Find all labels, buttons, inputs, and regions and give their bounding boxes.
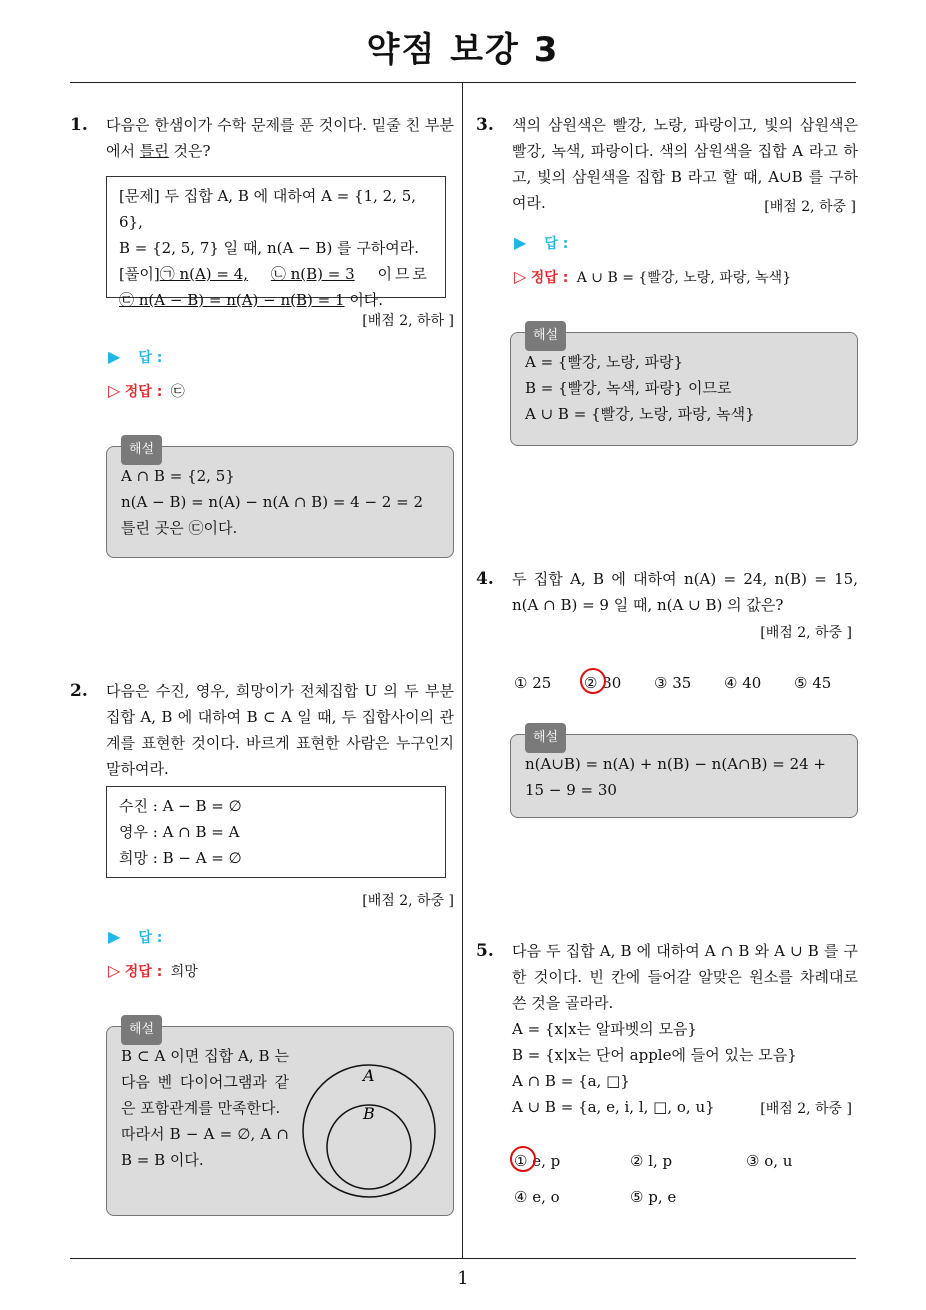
choice-2[interactable]: ② l, p: [630, 1152, 673, 1170]
correct-value: ㉢: [170, 384, 185, 400]
venn-diagram: [299, 1049, 439, 1199]
correct-label: 정답 :: [530, 270, 569, 286]
correct-label: 정답 :: [124, 384, 163, 400]
right-column: [476, 112, 860, 1242]
choice-4[interactable]: ④ e, o: [514, 1188, 560, 1206]
box-text: 이므로: [377, 265, 430, 283]
solution-text: n(A∪B) = n(A) + n(B) − n(A∩B) = 24 + 15 − 9 = 30: [525, 755, 827, 799]
correct-answer: [514, 264, 791, 291]
top-rule: [70, 82, 856, 83]
box-line: 영우 : A ∩ B = A: [119, 823, 240, 841]
choice-2[interactable]: ② 30: [584, 674, 622, 692]
underlined-word: 틀린: [139, 142, 169, 160]
correct-value: 희망: [170, 964, 198, 980]
page-title: 약점 보강 3: [366, 30, 560, 70]
underlined-step-3: ㉢ n(A − B) = n(A) − n(B) = 1: [119, 291, 345, 309]
bottom-rule: [70, 1258, 856, 1259]
answer-triangle-icon: ▶: [108, 347, 121, 366]
selected-circle-mark: [510, 1146, 536, 1172]
question-number: 4.: [476, 569, 494, 589]
left-column: [70, 112, 456, 1242]
score-label: [배점 2, 하중 ]: [764, 199, 856, 215]
solution-tag: 해설: [525, 723, 566, 753]
choice-3[interactable]: ③ o, u: [746, 1152, 793, 1170]
question-text: 다음 두 집합 A, B 에 대하여 A ∩ B 와 A ∪ B 를 구한 것이다. 빈 칸에 들어갈 알맞은 원소를 차례대로 쓴 것을 골라라.: [512, 942, 858, 1012]
score-label: [배점 2, 하중 ]: [760, 1101, 852, 1117]
solution-box: [510, 730, 858, 818]
choices: [512, 670, 858, 700]
question-text: 색의 삼원색은 빨강, 노랑, 파랑이고, 빛의 삼원색은 빨강, 녹색, 파랑이다. 색의 삼원색을 집합 A 라고 하고, 빛의 삼원색을 집합 B 라고 할 때, A∪B 를 구하여라.: [512, 116, 858, 212]
choice-5[interactable]: ⑤ 45: [794, 674, 832, 692]
set-line: A = {x|x는 알파벳의 모음}: [512, 1020, 697, 1038]
question-number: 1.: [70, 115, 88, 135]
answer-label: 답 :: [544, 236, 569, 252]
choice-1[interactable]: ① 25: [514, 674, 552, 692]
answer-label: 답 :: [138, 350, 163, 366]
set-line: A ∩ B = {a, □}: [512, 1072, 630, 1090]
solution-box: [106, 1022, 454, 1216]
selected-circle-mark: [580, 668, 606, 694]
solution-tag: 해설: [121, 435, 162, 465]
answer-label: 답 :: [138, 930, 163, 946]
answer-line: [514, 230, 568, 257]
solution-line: A ∩ B = {2, 5}: [121, 467, 235, 485]
box-text: 이다.: [344, 291, 384, 309]
solution-line: n(A − B) = n(A) − n(A ∩ B) = 4 − 2 = 2: [121, 493, 423, 511]
box-line: 수진 : A − B = ∅: [119, 797, 242, 815]
column-divider: [462, 83, 463, 1259]
question-text: 두 집합 A, B 에 대하여 n(A) = 24, n(B) = 15, n(A ∩ B) = 9 일 때, n(A ∪ B) 의 값은?: [512, 570, 858, 614]
box-line: B = {2, 5, 7} 일 때, n(A − B) 를 구하여라.: [119, 239, 420, 257]
correct-triangle-icon: ▷: [108, 381, 121, 400]
answer-triangle-icon: ▶: [514, 233, 527, 252]
set-line: B = {x|x는 단어 apple에 들어 있는 모음}: [512, 1046, 797, 1064]
underlined-step-1: ㉠ n(A) = 4,: [159, 265, 249, 283]
choice-4[interactable]: ④ 40: [724, 674, 762, 692]
correct-triangle-icon: ▷: [514, 267, 527, 286]
correct-triangle-icon: ▷: [108, 961, 121, 980]
set-line: A ∪ B = {a, e, i, l, □, o, u}: [512, 1098, 715, 1116]
box-line: [119, 261, 433, 287]
solution-tag: 해설: [525, 321, 566, 351]
answer-line: [108, 924, 162, 951]
question-number: 5.: [476, 941, 494, 961]
page-number: 1: [457, 1268, 469, 1289]
question-text: [106, 112, 454, 164]
solution-line: B = {빨강, 녹색, 파랑} 이므로: [525, 379, 732, 397]
underlined-step-2: ㉡ n(B) = 3: [270, 265, 355, 283]
correct-answer: [108, 378, 185, 405]
solution-line: 틀린 곳은 ㉢이다.: [121, 519, 238, 537]
score-label: [배점 2, 하중 ]: [760, 625, 852, 641]
answer-triangle-icon: ▶: [108, 927, 121, 946]
solution-line: A = {빨강, 노랑, 파랑}: [525, 353, 684, 371]
correct-value: A ∪ B = {빨강, 노랑, 파랑, 녹색}: [576, 270, 792, 286]
box-line: [문제] 두 집합 A, B 에 대하여 A = {1, 2, 5, 6},: [119, 187, 417, 231]
choices: [512, 1148, 858, 1208]
solution-line: A ∪ B = {빨강, 노랑, 파랑, 녹색}: [525, 405, 755, 423]
choice-1[interactable]: ① e, p: [514, 1152, 561, 1170]
venn-label-a: A: [363, 1066, 375, 1085]
question-text: 다음은 수진, 영우, 희망이가 전체집합 U 의 두 부분집합 A, B 에 대하여 B ⊂ A 일 때, 두 집합사이의 관계를 표현한 것이다. 바르게 표현한 사람은 누구인지 말하여라.: [106, 682, 454, 778]
statements-box: [106, 786, 446, 878]
choice-3[interactable]: ③ 35: [654, 674, 692, 692]
venn-label-b: B: [363, 1104, 375, 1123]
solution-label: [풀이]: [119, 265, 160, 283]
problem-box: [106, 176, 446, 309]
score-label: [배점 2, 하중 ]: [362, 893, 454, 909]
question-text-part: 것은?: [168, 142, 211, 160]
question-text-part: 다음은 한샘이가 수학 문제를 푼 것이다. 밑줄 친 부분에서: [106, 116, 454, 160]
question-number: 2.: [70, 681, 88, 701]
solution-box: [510, 328, 858, 446]
solution-text: B ⊂ A 이면 집합 A, B 는 다음 벤 다이어그램과 같은 포함관계를 만족한다.: [121, 1047, 289, 1117]
choice-5[interactable]: ⑤ p, e: [630, 1188, 677, 1206]
correct-answer: [108, 958, 198, 985]
box-line: 희망 : B − A = ∅: [119, 849, 242, 867]
solution-box: [106, 442, 454, 558]
solution-text: 따라서 B − A = ∅, A ∩ B = B 이다.: [121, 1125, 289, 1169]
answer-line: [108, 344, 162, 371]
score-label: [배점 2, 하하 ]: [362, 313, 454, 329]
question-number: 3.: [476, 115, 494, 135]
correct-label: 정답 :: [124, 964, 163, 980]
solution-tag: 해설: [121, 1015, 162, 1045]
